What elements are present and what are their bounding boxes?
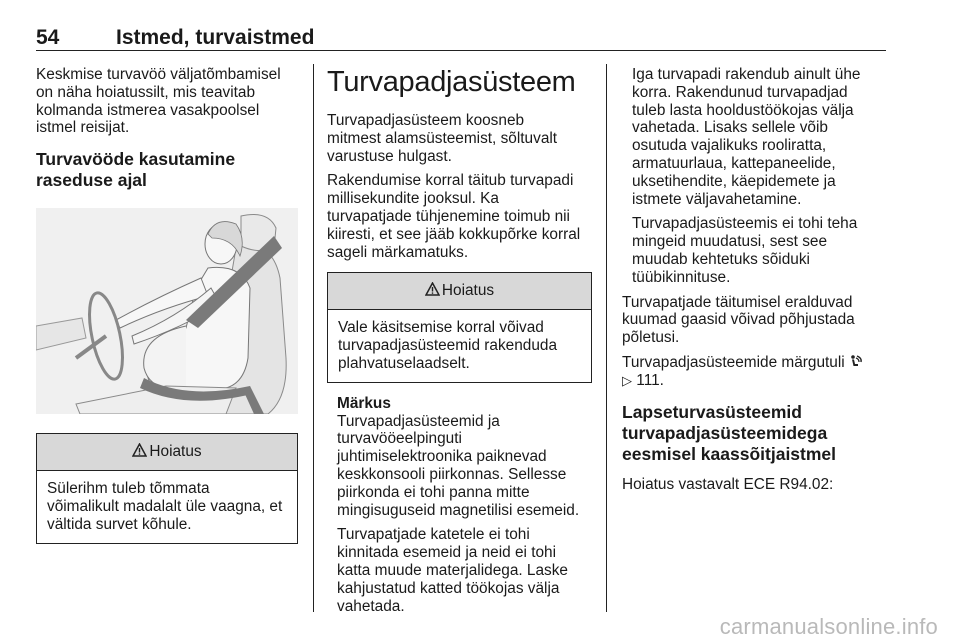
header-divider <box>36 50 886 51</box>
column-divider-1 <box>313 64 314 612</box>
page-number: 54 <box>36 26 60 49</box>
warning-header <box>37 434 297 471</box>
child-restraint-heading: Lapseturvasüsteemid turvapadjasüsteemidega eesmisel kaassõitjaistmel <box>622 401 837 464</box>
watermark: carmanualsonline.info <box>719 614 938 639</box>
warning-body: Sülerihm tuleb tõmmata võimalikult madalalt üle vaagna, et vältida survet kõhule. <box>47 480 283 533</box>
column-divider-2 <box>606 64 607 612</box>
warning-box-pregnancy <box>36 433 298 543</box>
note-title: Märkus <box>337 394 391 412</box>
warning-box-airbag <box>327 272 592 382</box>
airbag-modification-text: Turvapadjasüsteemis ei tohi teha mingeid muudatusi, sest see muudab kehtetuks sõiduki tüübikinnituse. <box>632 215 858 286</box>
note-block <box>327 395 592 616</box>
airbag-warning-icon <box>849 354 863 368</box>
column-3 <box>622 66 884 493</box>
intro-paragraph: Keskmise turvavöö väljatõmbamisel on näha hoiatussilt, mis teavitab kolmanda istmerea vasakpoolsel istmel reisijat. <box>36 66 281 137</box>
airbag-replacement-text: Iga turvapadi rakendub ainult ühe korra. Rakendunud turvapadjad tuleb lasta hooldustöökojas välja vahetada. Lisaks sellele võib osutuda vajalikuks rooliratta, armatuurlaua, kattepaneelide, uksetihendite, käepidemete ja istmete väljavahetamine. <box>632 66 861 208</box>
note-electronics: Turvapadjasüsteemid ja turvavööeelpinguti juhtimiselektroonika paiknevad keskkonsooli piirkonnas. Sellesse piirkonda ei tohi panna mitte mingisuguseid magnetilisi esemeid. <box>337 412 580 519</box>
pregnant-seatbelt-illustration <box>36 208 298 419</box>
column-2 <box>327 66 592 615</box>
warning-header <box>328 273 591 310</box>
reference-arrow-icon: ▷ <box>622 372 632 388</box>
airbag-deployment-text: Rakendumise korral täitub turvapadi millisekundite jooksul. Ka turvapatjade tühjenemine toimub nii kiiresti, et see jääb kokkupõrke korral sageli märkamatuks. <box>327 172 581 261</box>
page-reference[interactable]: 111. <box>636 371 664 389</box>
ece-warning-text: Hoiatus vastavalt ECE R94.02: <box>622 475 834 493</box>
warning-title: Hoiatus <box>441 282 495 300</box>
airbag-system-title: Turvapadjasüsteem <box>327 66 576 98</box>
airbag-intro: Turvapadjasüsteem koosneb mitmest alamsüsteemist, sõltuvalt varustuse hulgast. <box>327 112 558 165</box>
page-header <box>36 24 886 52</box>
section-title: Istmed, turvaistmed <box>116 26 315 49</box>
hot-gases-text: Turvapatjade täitumisel eralduvad kuumad gaasid võivad põhjustada põletusi. <box>622 293 855 347</box>
warning-triangle-icon <box>425 282 440 301</box>
airbag-indicator-text: Turvapadjasüsteemide märgutuli ▷ 111. <box>622 354 884 390</box>
warning-triangle-icon <box>132 443 147 462</box>
airbag-notes-indented <box>622 66 884 287</box>
column-1 <box>36 66 298 544</box>
note-covers: Turvapatjade katetele ei tohi kinnitada esemeid ja neid ei tohi katta muude materjalidega. Laske kahjustatud katted töökojas välja vahetada. <box>337 526 568 615</box>
warning-body: Vale käsitsemise korral võivad turvapadjasüsteemid rakenduda plahvatuselaadselt. <box>338 319 558 372</box>
pregnancy-heading: Turvavööde kasutamine raseduse ajal <box>36 149 236 191</box>
warning-title: Hoiatus <box>149 443 202 461</box>
